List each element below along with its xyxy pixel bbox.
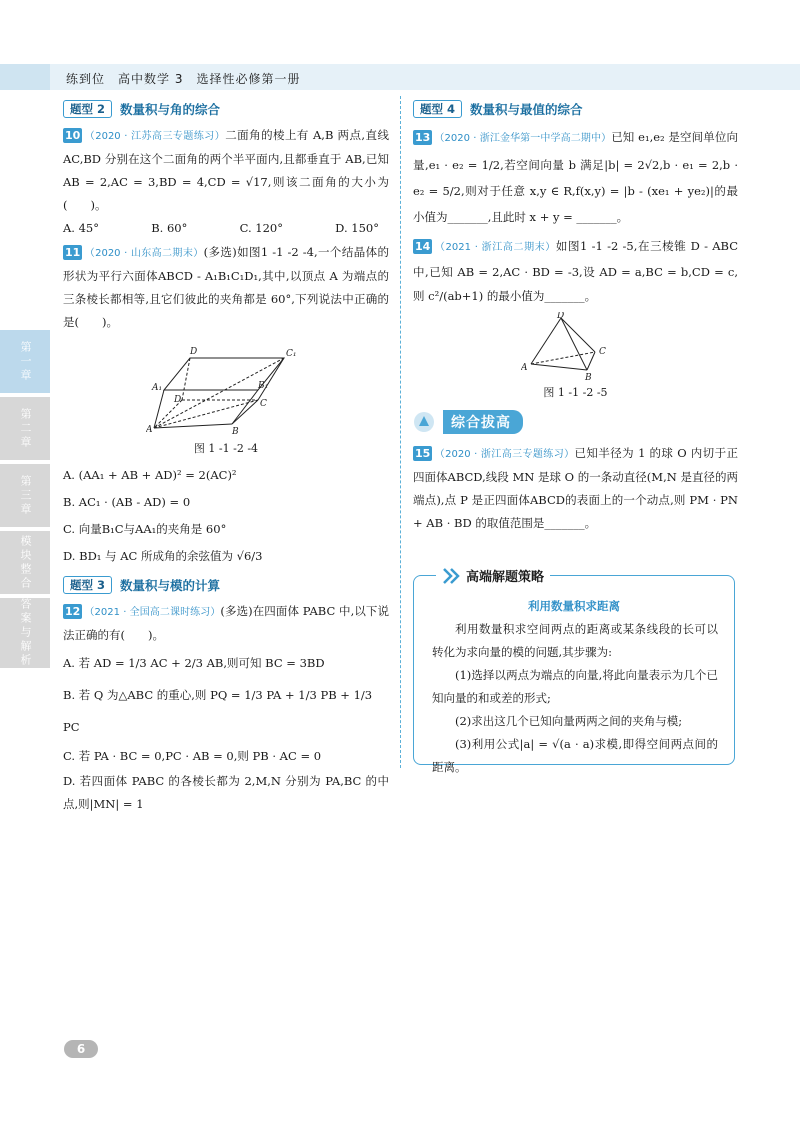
q11-option-d: D. BD₁ 与 AC 所成角的余弦值为 √6/3 — [63, 549, 263, 563]
question-source: （2020 · 浙江高三专题练习） — [434, 449, 575, 460]
q11-option-c: C. 向量B₁C与AA₁的夹角是 60° — [63, 522, 227, 536]
label-b1: B₁ — [258, 381, 269, 391]
question-source: （2020 · 江苏高三专题练习） — [84, 131, 226, 142]
label-c: C — [260, 399, 267, 409]
strategy-step-3: (3)利用公式|a| = √(a · a)求模,即得空间两点间的距离。 — [432, 737, 718, 774]
question-number: 10 — [65, 129, 81, 142]
chapter-tab-3[interactable]: 第三章 — [0, 464, 50, 527]
question-source: （2021 · 浙江高二期末） — [434, 242, 556, 253]
banner-title: 综合拔高 — [443, 410, 523, 434]
question-14 — [413, 234, 738, 308]
question-text: (多选)在四面体 PABC 中,以下说法正确的有( )。 — [63, 604, 389, 642]
strategy-head-text: 高端解题策略 — [466, 570, 545, 585]
tetrahedron-figure — [521, 312, 631, 382]
label-c: C — [598, 347, 606, 357]
question-text: (多选)如图1 -1 -2 -4,一个结晶体的形状为平行六面体ABCD - A₁B₁C₁D₁,其中,以顶点 A 为端点的三条棱长都相等,且它们彼此的夹角都是 60°,下列说法中正确的是( )。 — [63, 245, 389, 329]
label-c1: C₁ — [286, 349, 297, 359]
topic-4-heading — [413, 100, 738, 118]
topic-tag: 题型 4 — [413, 100, 462, 118]
question-source: （2021 · 全国高二课时练习） — [84, 607, 221, 618]
label-d1: D — [190, 347, 198, 357]
strategy-body — [414, 614, 734, 779]
chapter-tab-answers[interactable]: 答案与解析 — [0, 598, 50, 668]
parallelepiped-figure — [146, 338, 306, 438]
arrow-icon — [442, 567, 462, 585]
q12-option-b: B. 若 Q 为△ABC 的重心,则 PQ = 1/3 PA + 1/3 PB + 1/3 PC — [63, 688, 373, 734]
question-source: （2020 · 浙江金华第一中学高二期中） — [434, 133, 612, 144]
question-number: 13 — [415, 131, 431, 144]
strategy-step-1: (1)选择以两点为端点的向量,将此向量表示为几个已知向量的和或差的形式; — [432, 668, 718, 705]
running-header: 练到位 高中数学 3 选择性必修第一册 — [66, 72, 301, 86]
question-number: 15 — [415, 447, 431, 460]
option-a: A. 45° — [63, 221, 99, 235]
column-divider — [400, 96, 401, 768]
q12-option-d: D. 若四面体 PABC 的各棱长都为 2,M,N 分别为 PA,BC 的中点,则|MN| = 1 — [63, 774, 389, 811]
question-11 — [63, 241, 389, 334]
q11-option-b: B. AC₁ · (AB - AD) = 0 — [63, 495, 191, 509]
question-13 — [413, 124, 738, 230]
figure-caption: 图 1 -1 -2 -4 — [193, 442, 259, 455]
page-number: 6 — [64, 1040, 98, 1058]
figure-caption: 图 1 -1 -2 -5 — [543, 386, 608, 399]
strategy-box — [413, 570, 735, 774]
label-a1: A₁ — [152, 383, 163, 393]
label-d: D — [556, 312, 564, 321]
question-text: 如图1 -1 -2 -5,在三棱锥 D - ABC 中,已知 AB = 2,AC · BD = -3,设 AD = a,BC = b,CD = c,则 c²/(ab+1) 的最小值为_______。 — [413, 239, 738, 303]
question-number: 11 — [65, 246, 81, 259]
header-tab — [0, 64, 50, 90]
question-text: 已知 e₁,e₂ 是空间单位向量,e₁ · e₂ = 1/2,若空间向量 b 满足|b| = 2√2,b · e₁ = 2,b · e₂ = 5/2,则对于任意 x,y ∈ R,f(x,y) = |b - (xe₁ + ye₂)|的最小值为_______,且此时 x + y = _______。 — [413, 130, 738, 224]
chapter-tab-review[interactable]: 模块整合 — [0, 531, 50, 594]
question-number: 14 — [415, 240, 431, 253]
label-b: B — [584, 373, 592, 382]
option-d: D. 150° — [335, 221, 379, 235]
q10-options — [63, 217, 389, 239]
topic-3-heading — [63, 576, 389, 594]
strategy-heading — [436, 566, 550, 585]
comprehensive-banner — [413, 410, 738, 434]
right-column — [413, 96, 738, 535]
strategy-para: 利用数量积求空间两点的距离或某条线段的长可以转化为求向量的模的问题,其步骤为: — [432, 622, 718, 659]
chapter-tab-1[interactable]: 第一章 — [0, 330, 50, 393]
left-column — [63, 96, 389, 816]
q12-option-c: C. 若 PA · BC = 0,PC · AB = 0,则 PB · AC = 0 — [63, 749, 322, 763]
strategy-title: 利用数量积求距离 — [528, 599, 620, 613]
topic-title: 数量积与模的计算 — [120, 578, 221, 593]
rocket-icon — [413, 411, 435, 433]
label-a: A — [520, 363, 527, 373]
topic-title: 数量积与最值的综合 — [470, 102, 583, 117]
question-text: 已知半径为 1 的球 O 内切于正四面体ABCD,线段 MN 是球 O 的一条动直径(M,N 是直径的两端点),点 P 是正四面体ABCD的表面上的一个动点,则 PM · PN + AB · BD 的取值范围是_______。 — [413, 446, 738, 530]
chapter-tab-2[interactable]: 第二章 — [0, 397, 50, 460]
question-text: 二面角的棱上有 A,B 两点,直线 AC,BD 分别在这个二面角的两个半平面内,且都垂直于 AB,已知 AB = 2,AC = 3,BD = 4,CD = √17,则该二面角的大小为( )。 — [63, 128, 389, 212]
topic-tag: 题型 2 — [63, 100, 112, 118]
chapter-tabs — [0, 330, 50, 672]
topic-tag: 题型 3 — [63, 576, 112, 594]
topic-title: 数量积与角的综合 — [120, 102, 221, 117]
option-c: C. 120° — [239, 221, 283, 235]
option-b: B. 60° — [151, 221, 188, 235]
label-b: B — [232, 427, 239, 437]
label-a: A — [146, 425, 153, 435]
strategy-step-2: (2)求出这几个已知向量两两之间的夹角与模; — [455, 714, 683, 728]
question-12 — [63, 600, 389, 647]
q11-option-a: A. (AA₁ + AB + AD)² = 2(AC)² — [63, 468, 237, 482]
question-source: （2020 · 山东高二期末） — [84, 248, 204, 259]
question-number: 12 — [65, 605, 81, 618]
question-15 — [413, 442, 738, 535]
q12-option-a: A. 若 AD = 1/3 AC + 2/3 AB,则可知 BC = 3BD — [63, 656, 325, 670]
topic-2-heading — [63, 100, 389, 118]
label-d: D — [174, 395, 182, 405]
question-10 — [63, 124, 389, 217]
